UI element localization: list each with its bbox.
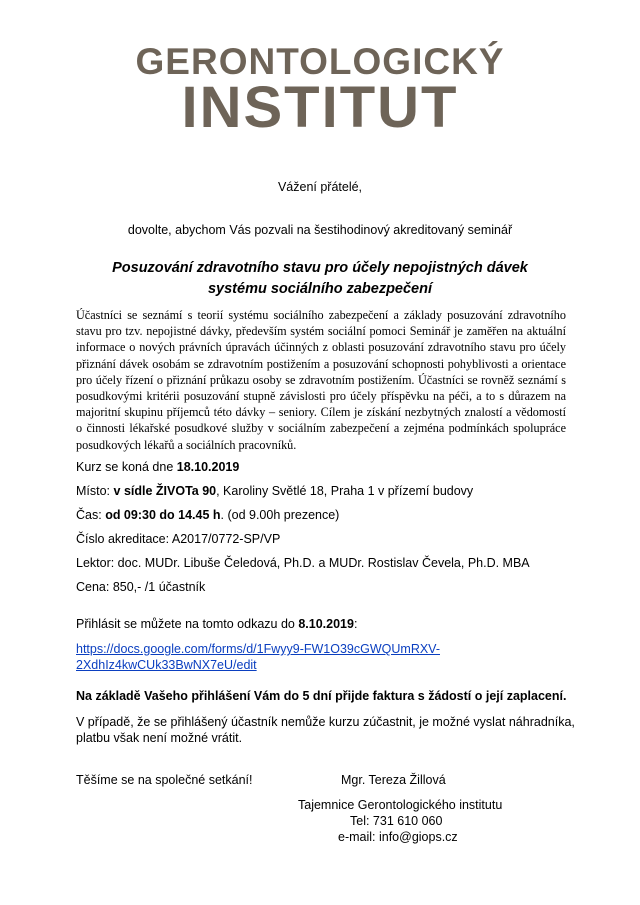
seminar-description: Účastníci se seznámí s teorií systému sociálního zabezpečení a základy posuzování zdravotního stavu pro tzv. nepojistné dávky, především systém sociální pomoci Seminář je zaměřen na aktuální informace o nových právních úpravách účinných z oblasti posuzování zdravotního stavu pro účely přiznání dávek osobám se zdravotním postižením a posuzování schopnosti pohyblivosti a orientace pro účely řízení o přiznání průkazu osoby se zdravotním postižením. Účastníci se rovněž seznámí s posudkovými kritérii posuzování stupně závislosti pro účely příspěvku na péči, a to s důrazem na majoritní skupinu příjemců této dávky – seniory. Cílem je získání nezbytných znalostí a vědomostí o činnosti lékařské posudkové služby v sociálním zabezpečení a zejména podmínkách spolupráce posudkových lékařů a sociálních pracovníků. <box>76 308 566 452</box>
registration-line <box>76 616 357 632</box>
place-rest: , Karoliny Světlé 18, Praha 1 v přízemí budovy <box>216 484 474 498</box>
place-line <box>76 483 473 499</box>
time-line <box>76 507 339 523</box>
invitation: dovolte, abychom Vás pozvali na šestihodinový akreditovaný seminář <box>127 223 513 237</box>
lecturer: Lektor: doc. MUDr. Libuše Čeledová, Ph.D. a MUDr. Rostislav Čevela, Ph.D. MBA <box>76 556 530 570</box>
seminar-title-line-1: Posuzování zdravotního stavu pro účely nepojistných dávek <box>112 260 528 276</box>
date-label: Kurz se koná dne <box>76 460 177 474</box>
registration-colon: : <box>353 617 358 631</box>
closing: Těšíme se na společné setkání! <box>76 773 253 787</box>
logo-line-1: GERONTOLOGICKÝ <box>135 41 505 82</box>
signature-phone: Tel: 731 610 060 <box>350 814 443 828</box>
signature-role: Tajemnice Gerontologického institutu <box>298 798 503 812</box>
accreditation: Číslo akreditace: A2017/0772-SP/VP <box>76 532 281 546</box>
signature-name: Mgr. Tereza Žillová <box>341 773 446 787</box>
substitute-line-2: platbu však není možné vrátit. <box>76 731 243 745</box>
time-label: Čas: <box>76 508 106 522</box>
registration-deadline: 8.10.2019 <box>298 617 354 631</box>
date-value: 18.10.2019 <box>176 460 240 474</box>
time-value: od 09:30 do 14.45 h <box>105 508 221 522</box>
date-line <box>76 459 239 475</box>
seminar-title-line-2: systému sociálního zabezpečení <box>207 281 433 297</box>
time-rest: . (od 9.00h prezence) <box>220 508 340 522</box>
place-value: v sídle ŽIVOTa 90 <box>113 484 217 498</box>
registration-text: Přihlásit se můžete na tomto odkazu do <box>76 617 299 631</box>
logo-line-2: INSTITUT <box>181 75 459 140</box>
greeting: Vážení přátelé, <box>277 180 363 194</box>
signature-email: e-mail: info@giops.cz <box>338 830 458 844</box>
invoice-note: Na základě Vašeho přihlášení Vám do 5 dní přijde faktura s žádostí o její zaplacení. <box>76 689 567 703</box>
registration-link[interactable]: https://docs.google.com/forms/d/1Fwyy9-FW1O39cGWQUmRXV- 2XdhIz4kwCUk33BwNX7eU/edit <box>76 642 440 672</box>
substitute-line-1: V případě, že se přihlášený účastník nemůže kurzu zúčastnit, je možné vyslat náhradníka, <box>76 715 575 729</box>
place-label: Místo: <box>76 484 114 498</box>
price: Cena: 850,- /1 účastník <box>76 580 206 594</box>
